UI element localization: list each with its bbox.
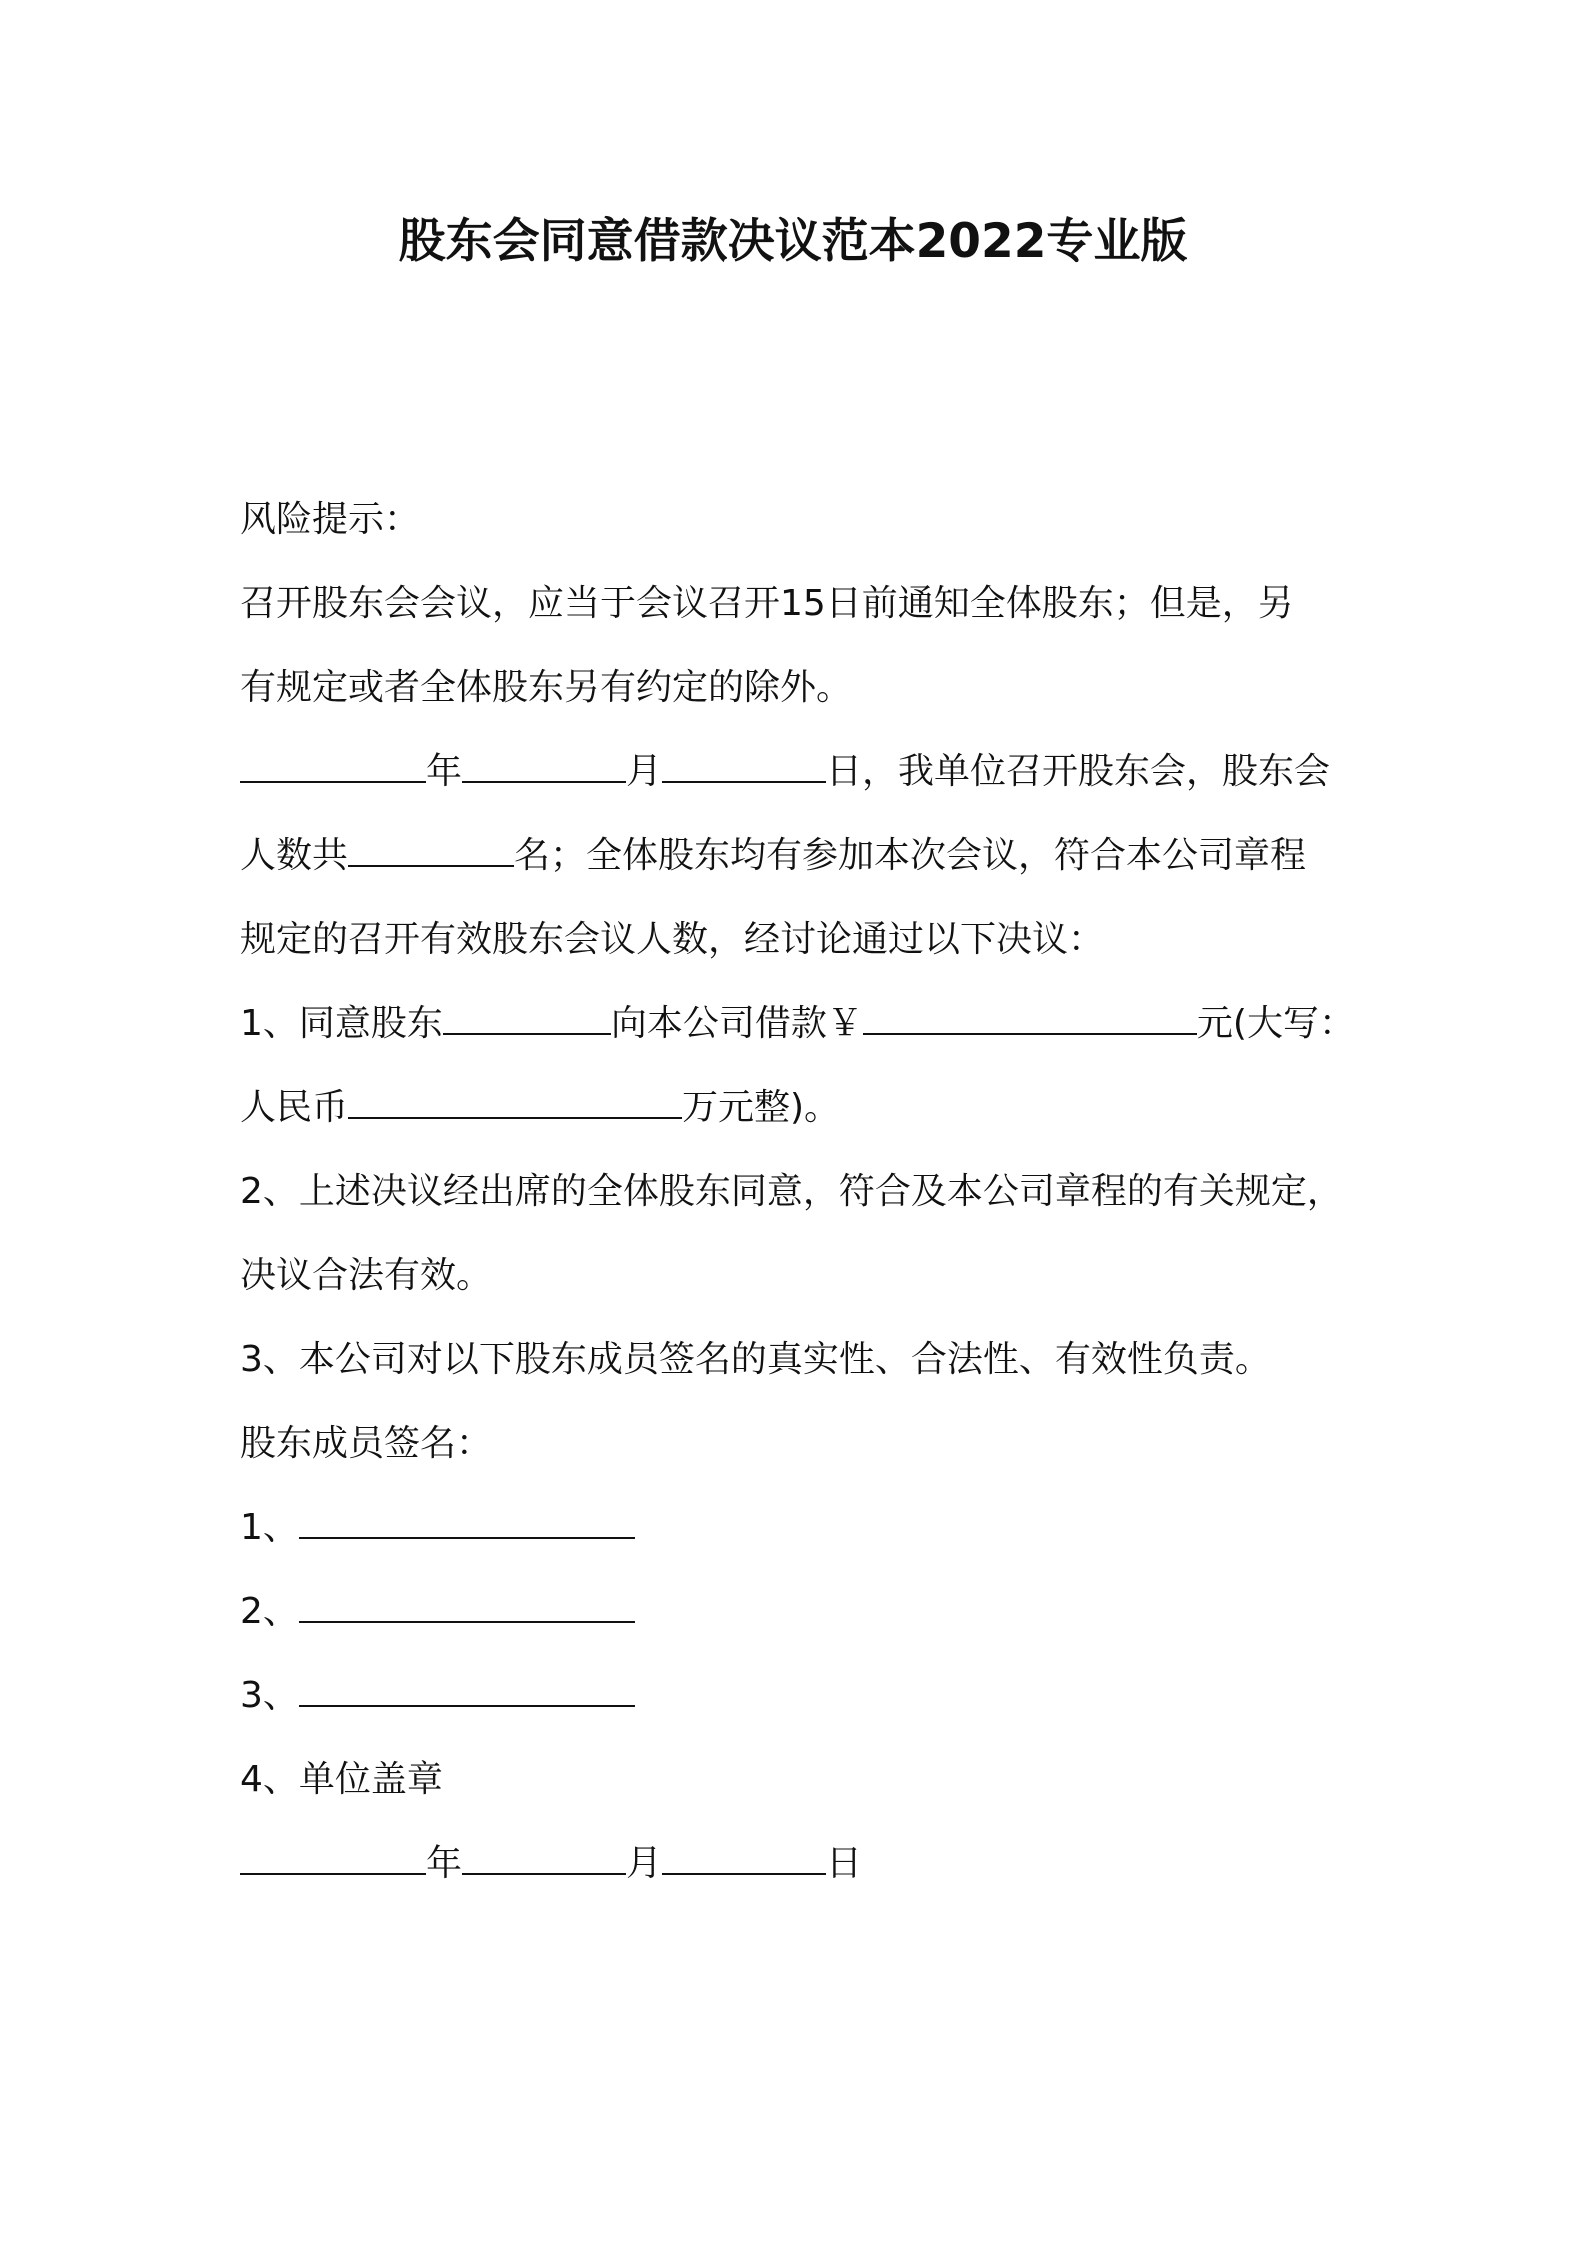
meeting-count-line (240, 814, 1390, 898)
meeting-year-blank[interactable] (240, 753, 426, 783)
loan-amount-blank[interactable] (863, 1005, 1197, 1035)
resolution-1-line-1 (240, 982, 1390, 1066)
signature-blank-1[interactable] (299, 1509, 635, 1539)
resolution-2-line-1: 2、上述决议经出席的全体股东同意，符合及本公司章程的有关规定， (240, 1171, 1343, 1212)
risk-text-line-1: 召开股东会会议，应当于会议召开15日前通知全体股东；但是，另 (240, 583, 1294, 624)
signature-line-3 (240, 1654, 1390, 1738)
signature-line-2 (240, 1570, 1390, 1654)
resolution-3: 3、本公司对以下股东成员签名的真实性、合法性、有效性负责。 (240, 1339, 1271, 1380)
meeting-day-blank[interactable] (662, 753, 826, 783)
closing-day-blank[interactable] (662, 1845, 826, 1875)
signature-blank-2[interactable] (299, 1593, 635, 1623)
signature-heading: 股东成员签名： (240, 1423, 493, 1464)
closing-day-label: 日 (826, 1843, 863, 1884)
shareholder-name-blank[interactable] (443, 1005, 611, 1035)
signature-label-1: 1、 (240, 1507, 299, 1548)
meeting-line-3: 规定的召开有效股东会议人数，经讨论通过以下决议： (240, 919, 1105, 960)
risk-text-line-2: 有规定或者全体股东另有约定的除外。 (240, 667, 853, 708)
meeting-date-line (240, 730, 1390, 814)
meeting-count-prefix: 人数共 (240, 835, 349, 876)
meeting-count-suffix: 名；全体股东均有参加本次会议，符合本公司章程 (514, 835, 1307, 876)
seal-label: 4、单位盖章 (240, 1759, 443, 1800)
meeting-day-label: 日，我单位召开股东会，股东会 (826, 751, 1331, 792)
meeting-year-label: 年 (426, 751, 463, 792)
resolution-1-suffix: 元(大写： (1196, 1003, 1355, 1044)
resolution-1-line-2 (240, 1066, 1390, 1150)
resolution-1-line2-prefix: 人民币 (240, 1087, 349, 1128)
meeting-month-blank[interactable] (462, 753, 626, 783)
risk-heading: 风险提示： (240, 499, 421, 540)
closing-month-blank[interactable] (462, 1845, 626, 1875)
closing-month-label: 月 (626, 1843, 663, 1884)
closing-year-blank[interactable] (240, 1845, 426, 1875)
meeting-month-label: 月 (626, 751, 663, 792)
resolution-2-line-2: 决议合法有效。 (240, 1255, 493, 1296)
document-title: 股东会同意借款决议范本2022专业版 (398, 214, 1188, 269)
resolution-1-middle: 向本公司借款￥ (610, 1003, 863, 1044)
shareholder-count-blank[interactable] (348, 837, 514, 867)
loan-amount-words-blank[interactable] (348, 1089, 682, 1119)
closing-year-label: 年 (426, 1843, 463, 1884)
signature-blank-3[interactable] (299, 1677, 635, 1707)
signature-label-2: 2、 (240, 1591, 299, 1632)
document-body (240, 478, 1390, 1906)
closing-date-line (240, 1822, 1390, 1906)
resolution-1-prefix: 1、同意股东 (240, 1003, 443, 1044)
resolution-1-line2-suffix: 万元整)。 (682, 1087, 841, 1128)
signature-line-1 (240, 1486, 1390, 1570)
signature-label-3: 3、 (240, 1675, 299, 1716)
